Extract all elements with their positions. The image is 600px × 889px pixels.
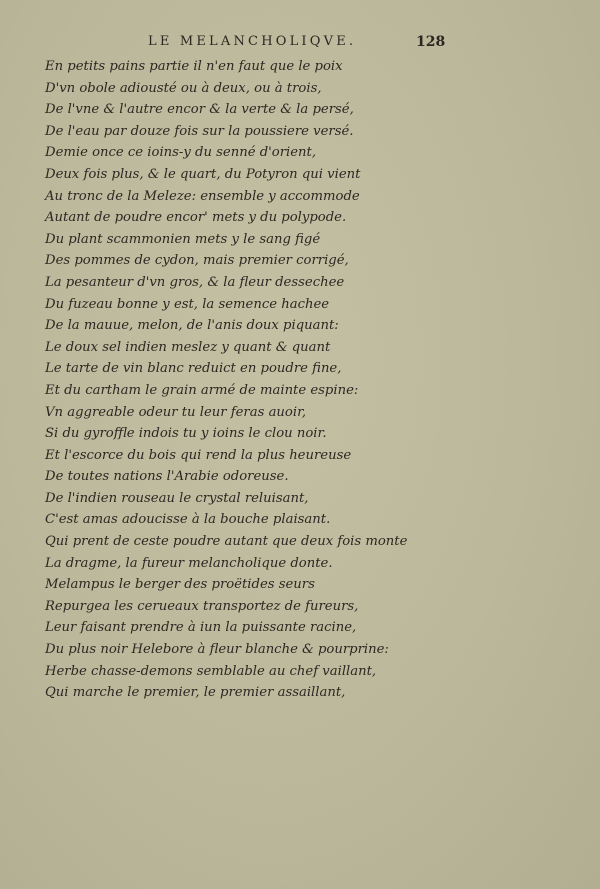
verse-text (45, 56, 565, 704)
verse-line: Et du cartham le grain armé de mainte espine: (45, 382, 359, 398)
verse-line: De toutes nations l'Arabie odoreuse. (45, 469, 289, 485)
verse-line: La dragme, la fureur melancholique donte. (45, 555, 333, 571)
page-header (0, 32, 600, 56)
verse-line: Du plus noir Helebore à fleur blanche & pourprine: (45, 642, 389, 658)
verse-line: En petits pains partie il n'en faut que le poix (45, 59, 343, 74)
verse-line: Autant de poudre encor' mets y du polypode. (45, 210, 347, 226)
verse-line: De l'indien rouseau le crystal reluisant, (45, 490, 309, 506)
verse-line: Leur faisant prendre à iun la puissante racine, (45, 620, 357, 636)
verse-line: Repurgea les cerueaux transportez de fureurs, (45, 598, 359, 614)
verse-line: Le tarte de vin blanc reduict en poudre fine, (45, 361, 342, 377)
verse-line: Du plant scammonien mets y le sang figé (45, 231, 321, 247)
verse-line: Deux fois plus, & le quart, du Potyron qui vient (45, 166, 361, 182)
verse-line: Demie once ce ioins-y du senné d'orient, (45, 145, 317, 161)
page-number: 128 (416, 34, 446, 50)
verse-line: Qui prent de ceste poudre autant que deux fois monte (45, 534, 408, 550)
verse-line: De l'eau par douze fois sur la poussiere versé. (45, 123, 354, 139)
verse-line: Des pommes de cydon, mais premier corrigé, (45, 253, 349, 269)
verse-line: Le doux sel indien meslez y quant & quant (45, 339, 331, 355)
verse-line: Melampus le berger des proëtides seurs (45, 577, 315, 593)
verse-line: Au tronc de la Meleze: ensemble y accommode (45, 188, 360, 204)
running-head: LE MELANCHOLIQVE. (148, 34, 357, 49)
verse-line: De l'vne & l'autre encor & la verte & la persé, (45, 102, 354, 118)
verse-line: C'est amas adoucisse à la bouche plaisant. (45, 512, 331, 528)
verse-line: Herbe chasse-demons semblable au chef vaillant, (45, 663, 377, 679)
verse-line: La pesanteur d'vn gros, & la fleur dessechee (45, 274, 345, 290)
verse-line: Si du gyroffle indois tu y ioins le clou noir. (45, 426, 327, 442)
verse-line: Vn aggreable odeur tu leur feras auoir, (45, 404, 307, 420)
verse-line: De la mauue, melon, de l'anis doux piquant: (45, 318, 339, 334)
verse-line: Du fuzeau bonne y est, la semence hachee (45, 296, 330, 312)
verse-line: Qui marche le premier, le premier assaillant, (45, 685, 346, 701)
verse-line: Et l'escorce du bois qui rend la plus heureuse (45, 447, 352, 463)
verse-line: D'vn obole adiousté ou à deux, ou à trois, (45, 80, 322, 96)
